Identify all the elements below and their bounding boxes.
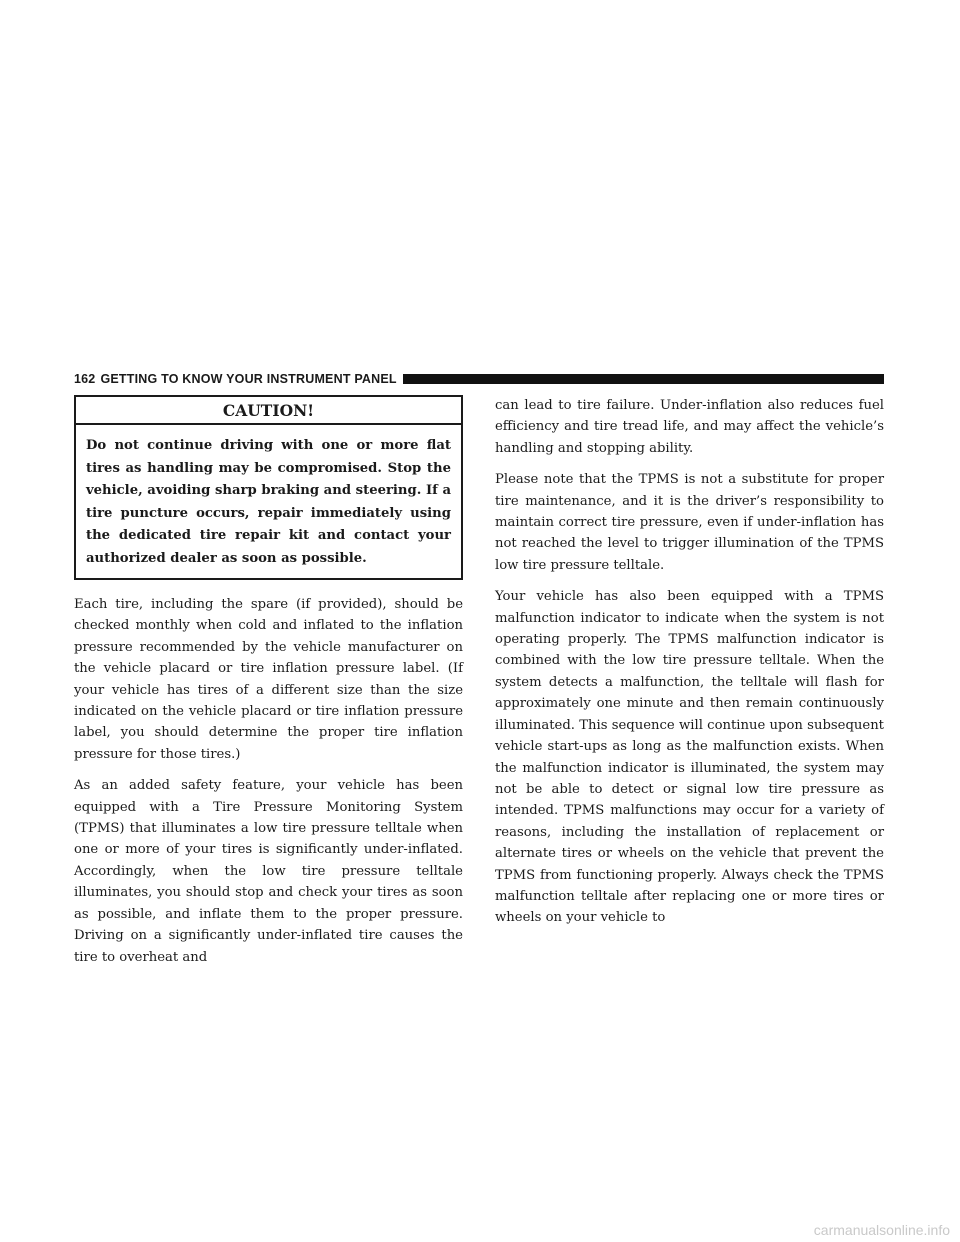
section-title: GETTING TO KNOW YOUR INSTRUMENT PANEL (100, 372, 397, 386)
caution-box (74, 395, 463, 580)
caution-text: Do not continue driving with one or more flat tires as handling may be compromised. Stop the vehicle, avoiding sharp braking and steering. If a tire puncture occurs, repair immediately using the dedicated tire repair kit and contact your authorized dealer as soon as possible. (86, 438, 451, 566)
paragraph: can lead to tire failure. Under-inflation also reduces fuel efficiency and tire tread life, and may affect the vehicle’s handling and stopping ability. (495, 398, 884, 456)
paragraph: Your vehicle has also been equipped with a TPMS malfunction indicator to indicate when the system is not operating properly. The TPMS malfunction indicator is combined with the low tire pressure telltale. When the system detects a malfunction, the telltale will flash for approximately one minute and then remain continuously illuminated. This sequence will continue upon subsequent vehicle start-ups as long as the malfunction exists. When the malfunction indicator is illuminated, the system may not be able to detect or signal low tire pressure as intended. TPMS malfunctions may occur for a variety of reasons, including the installation of replacement or alternate tires or wheels on the vehicle that prevent the TPMS from functioning properly. Always check the TPMS malfunction telltale after replacing one or more tires or wheels on your vehicle to (495, 589, 884, 926)
watermark[interactable]: carmanualsonline.info (813, 1222, 950, 1238)
right-column (495, 395, 884, 939)
caution-title: CAUTION! (76, 397, 461, 425)
header-rule (403, 374, 884, 384)
page-number: 162 (74, 372, 96, 386)
paragraph: As an added safety feature, your vehicle has been equipped with a Tire Pressure Monitoring System (TPMS) that illuminates a low tire pressure telltale when one or more of your tires is significantly under-inflated. Accordingly, when the low tire pressure telltale illuminates, you should stop and check your tires as soon as possible, and inflate them to the proper pressure. Driving on a significantly under-inflated tire causes the tire to overheat and (74, 778, 463, 965)
paragraph: Each tire, including the spare (if provided), should be checked monthly when cold and inflated to the inflation pressure recommended by the vehicle manufacturer on the vehicle placard or tire inflation pressure label. (If your vehicle has tires of a different size than the size indicated on the vehicle placard or tire inflation pressure label, you should determine the proper tire inflation pressure for those tires.) (74, 597, 463, 762)
left-column (74, 395, 463, 978)
paragraph: Please note that the TPMS is not a substitute for proper tire maintenance, and it is the driver’s responsibility to maintain correct tire pressure, even if under-inflation has not reached the level to trigger illumination of the TPMS low tire pressure telltale. (495, 472, 884, 573)
page-header (74, 372, 884, 386)
